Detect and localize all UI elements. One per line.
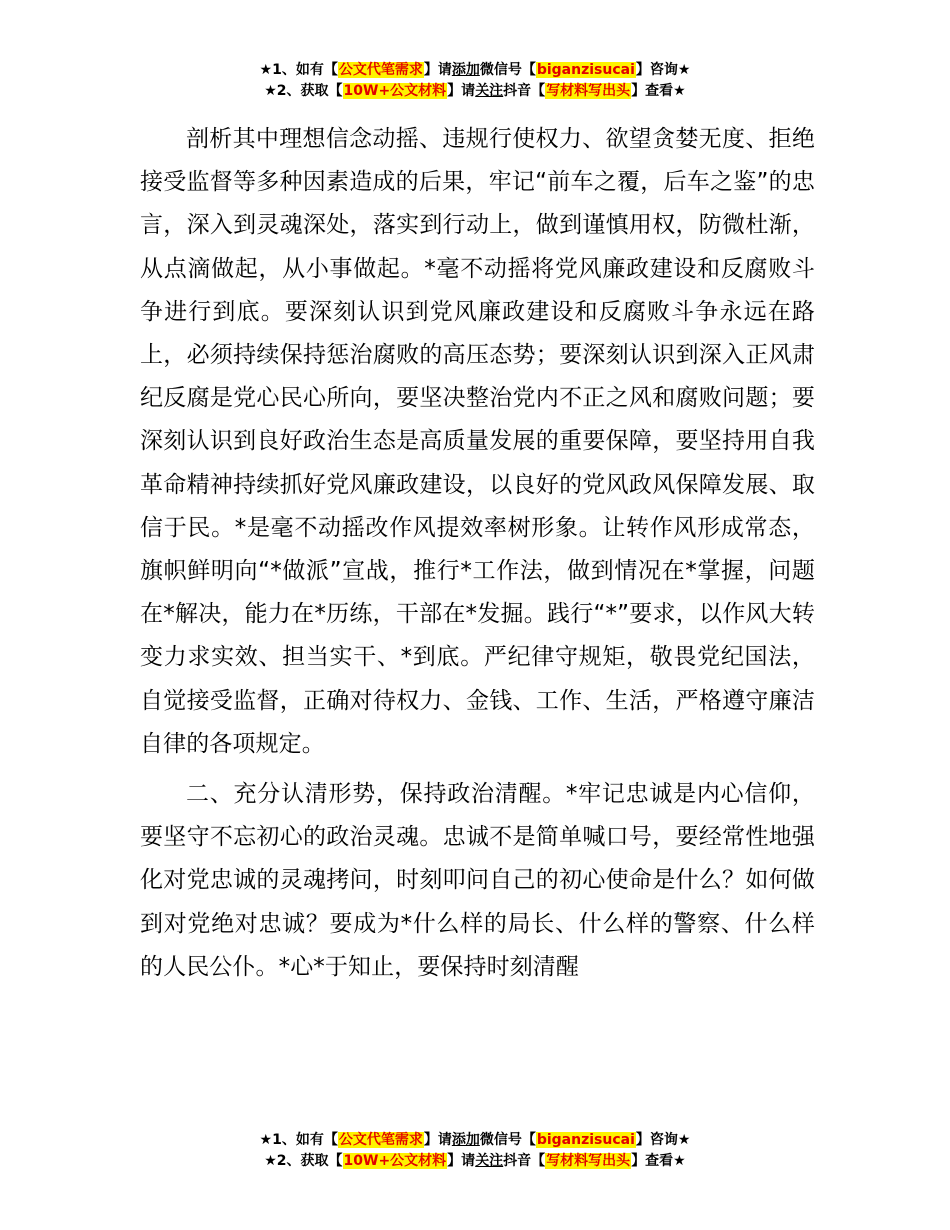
footer-line-2-text: 】请 xyxy=(447,1153,476,1169)
footer-line-1-highlight-service: 公文代笔需求 xyxy=(338,1132,423,1148)
footer-line-2-highlight-materials: 10W+公文材料 xyxy=(343,1153,447,1169)
footer-line-1-underlined: 添加 xyxy=(451,1132,480,1148)
footer-banner xyxy=(0,1130,950,1172)
header-line-2-highlight-materials: 10W+公文材料 xyxy=(343,83,447,99)
document-body xyxy=(140,118,815,989)
header-line-2 xyxy=(0,81,950,102)
header-line-2-text-2: 抖音【 xyxy=(503,83,546,99)
header-line-1-highlight-wechat-id: biganzisucai xyxy=(536,62,635,78)
footer-line-1 xyxy=(0,1130,950,1151)
footer-line-1-suffix: 】咨询★ xyxy=(635,1132,691,1148)
footer-line-1-text: 】请 xyxy=(423,1132,452,1148)
header-line-2-text: 】请 xyxy=(447,83,476,99)
footer-line-1-prefix: ★1、如有【 xyxy=(259,1132,338,1148)
header-line-1-prefix: ★1、如有【 xyxy=(259,62,338,78)
header-line-2-prefix: ★2、获取【 xyxy=(264,83,343,99)
footer-line-1-highlight-wechat-id: biganzisucai xyxy=(536,1132,635,1148)
header-line-1-underlined: 添加 xyxy=(451,62,480,78)
header-banner xyxy=(0,60,950,102)
header-line-1-highlight-service: 公文代笔需求 xyxy=(338,62,423,78)
footer-line-1-text-2: 微信号【 xyxy=(479,1132,536,1148)
header-line-1 xyxy=(0,60,950,81)
paragraph-2: 二、充分认清形势，保持政治清醒。*牢记忠诚是内心信仰，要坚守不忘初心的政治灵魂。忠诚不是简单喊口号，要经常性地强化对党忠诚的灵魂拷问，时刻叩问自己的初心使命是什么？如何做到对党绝对忠诚？要成为*什么样的局长、什么样的警察、什么样的人民公仆。*心*于知止，要保持时刻清醒 xyxy=(140,781,815,980)
footer-line-2-suffix: 】查看★ xyxy=(631,1153,686,1169)
footer-line-2-underlined: 关注 xyxy=(475,1153,504,1169)
header-line-2-highlight-douyin-id: 写材料写出头 xyxy=(546,83,631,99)
paragraph-1: 剖析其中理想信念动摇、违规行使权力、欲望贪婪无度、拒绝接受监督等多种因素造成的后果，牢记“前车之覆，后车之鉴”的忠言，深入到灵魂深处，落实到行动上，做到谨慎用权，防微杜渐，从点滴做起，从小事做起。*毫不动摇将党风廉政建设和反腐败斗争进行到底。要深刻认识到党风廉政建设和反腐败斗争永远在路上，必须持续保持惩治腐败的高压态势；要深刻认识到深入正风肃纪反腐是党心民心所向，要坚决整治党内不正之风和腐败问题；要深刻认识到良好政治生态是高质量发展的重要保障，要坚持用自我革命精神持续抓好党风廉政建设，以良好的党风政风保障发展、取信于民。*是毫不动摇改作风提效率树形象。让转作风形成常态，旗帜鲜明向“*做派”宣战，推行*工作法，做到情况在*掌握，问题在*解决，能力在*历练，干部在*发掘。践行“*”要求，以作风大转变力求实效、担当实干、*到底。严纪律守规矩，敬畏党纪国法，自觉接受监督，正确对待权力、金钱、工作、生活，严格遵守廉洁自律的各项规定。 xyxy=(140,126,815,757)
header-line-1-suffix: 】咨询★ xyxy=(635,62,691,78)
header-line-1-text-2: 微信号【 xyxy=(479,62,536,78)
footer-line-2-text-2: 抖音【 xyxy=(503,1153,546,1169)
footer-line-2 xyxy=(0,1151,950,1172)
header-line-2-suffix: 】查看★ xyxy=(631,83,686,99)
footer-line-2-highlight-douyin-id: 写材料写出头 xyxy=(546,1153,631,1169)
header-line-1-text: 】请 xyxy=(423,62,452,78)
header-line-2-underlined: 关注 xyxy=(475,83,504,99)
footer-line-2-prefix: ★2、获取【 xyxy=(264,1153,343,1169)
